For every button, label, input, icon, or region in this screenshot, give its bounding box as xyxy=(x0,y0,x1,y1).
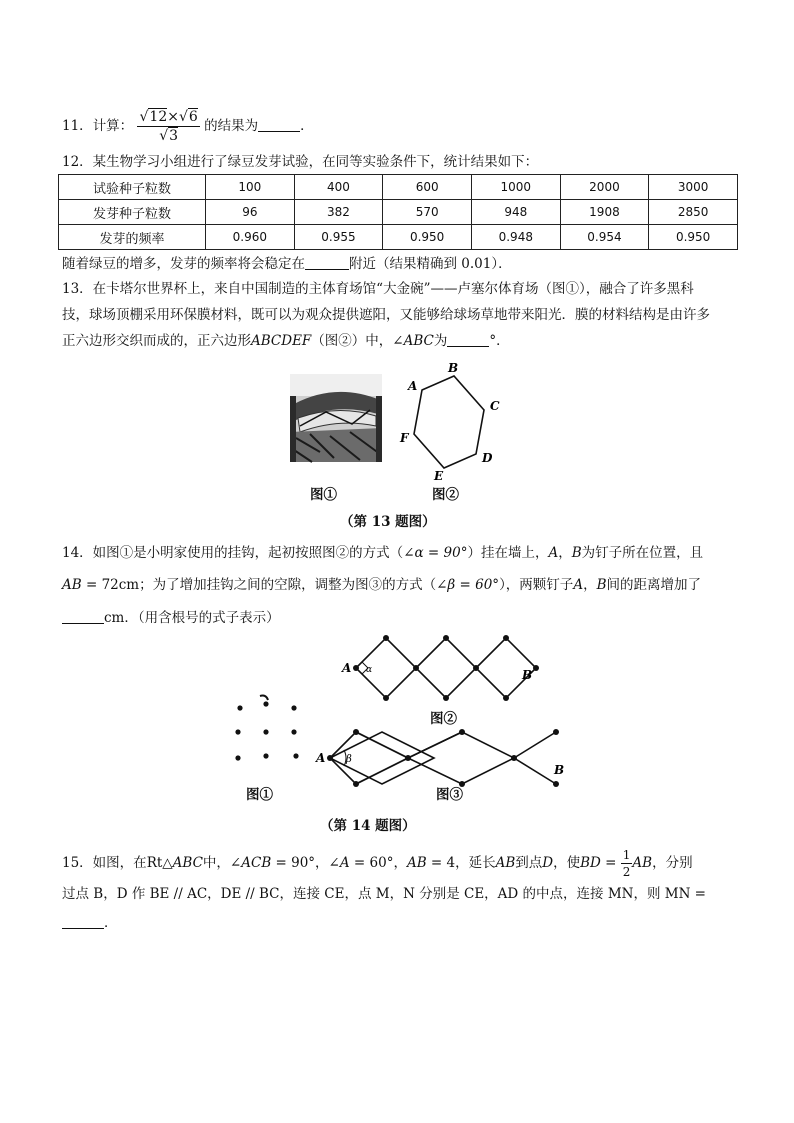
table-cell: 1000 xyxy=(471,175,560,200)
question-text: = 4，延长 xyxy=(426,855,496,871)
question-text: ， xyxy=(583,577,597,593)
point-label-A: A xyxy=(316,751,326,765)
question-text: 15．如图，在 xyxy=(62,855,147,871)
question-text: 随着绿豆的增多，发芽的频率将会稳定在 xyxy=(62,256,305,272)
answer-blank[interactable] xyxy=(62,914,104,929)
segment-name: AB xyxy=(495,855,516,871)
question-text: ）挂在墙上， xyxy=(467,545,549,561)
question-text: （图②）中，∠ xyxy=(311,333,404,349)
stadium-photo xyxy=(290,374,382,462)
table-cell: 96 xyxy=(206,200,295,225)
table-cell: 0.950 xyxy=(383,225,472,250)
fraction xyxy=(621,849,633,878)
table-cell: 600 xyxy=(383,175,472,200)
question-text: 计算： xyxy=(92,118,134,134)
figure-caption: （第 13 题图） xyxy=(340,514,436,530)
beta-label: β xyxy=(346,754,352,765)
question-text: 到点 xyxy=(515,855,543,871)
question-13-line1: 13．在卡塔尔世界杯上，来自中国制造的主体育场馆“大金碗”——卢塞尔体育场（图①），融合了许多黑科 xyxy=(62,281,694,297)
row-header: 发芽种子粒数 xyxy=(59,200,206,225)
question-text: 附近（结果精确到 0.01）． xyxy=(349,256,512,272)
table-cell: 0.950 xyxy=(649,225,738,250)
point-label-B: B xyxy=(522,668,533,682)
angle-name: ACB xyxy=(241,855,272,871)
segment-name: AB xyxy=(62,577,82,593)
question-text: 的结果为 xyxy=(204,118,259,134)
table-cell: 2000 xyxy=(560,175,649,200)
question-text: cm．（用含根号的式子表示） xyxy=(104,610,280,626)
question-text: 为 xyxy=(433,333,448,349)
segment-name: BD xyxy=(580,855,601,871)
angle-name: A xyxy=(339,855,350,871)
fraction xyxy=(137,110,199,143)
point-name: A xyxy=(548,545,559,561)
question-13-line3 xyxy=(62,331,732,351)
question-13-line2: 技，球场顶棚采用环保膜材料，既可以为观众提供遮阳，又能够给球场草地带来阳光．膜的材料结构是由许多 xyxy=(62,307,710,323)
question-text: = 90°，∠ xyxy=(271,855,340,871)
row-header: 试验种子粒数 xyxy=(59,175,206,200)
angle-name: ABC xyxy=(403,333,434,349)
answer-blank[interactable] xyxy=(258,117,300,132)
table-cell: 0.948 xyxy=(471,225,560,250)
question-text: = 60°， xyxy=(349,855,407,871)
answer-blank[interactable] xyxy=(305,255,349,270)
figure-label: 图① xyxy=(310,487,337,503)
fraction-numerator: √12×√6 xyxy=(139,109,198,125)
question-text: ，使 xyxy=(553,855,581,871)
hexagon-figure xyxy=(398,361,500,484)
fraction-denominator: √3 xyxy=(159,128,179,144)
question-text: ），两颗钉子 xyxy=(499,577,574,593)
punctuation: ． xyxy=(300,118,314,134)
times-sign: × xyxy=(167,109,179,125)
table-cell: 0.954 xyxy=(560,225,649,250)
table-cell: 400 xyxy=(294,175,383,200)
question-number: 11． xyxy=(62,118,93,134)
vertex-label: E xyxy=(434,469,444,483)
question-text: = 72cm；为了增加挂钩之间的空隙，调整为图③的方式（ xyxy=(81,577,437,593)
table-cell: 2850 xyxy=(649,200,738,225)
question-14-line3 xyxy=(62,608,732,628)
table-cell: 570 xyxy=(383,200,472,225)
point-name: B xyxy=(571,545,582,561)
question-text: Rt△ xyxy=(146,855,173,871)
question-text: 间的距离增加了 xyxy=(606,577,701,593)
figure-label: 图① xyxy=(246,787,273,803)
radicand: 3 xyxy=(169,128,179,144)
table-cell: 1908 xyxy=(560,200,649,225)
table-cell: 100 xyxy=(206,175,295,200)
row-header: 发芽的频率 xyxy=(59,225,206,250)
question-text: 中，∠ xyxy=(202,855,242,871)
question-text: 为钉子所在位置，且 xyxy=(581,545,704,561)
table-cell: 948 xyxy=(471,200,560,225)
point-label-A: A xyxy=(342,661,352,675)
table-row xyxy=(59,200,738,225)
radicand: 6 xyxy=(188,109,198,125)
figure-caption: （第 14 题图） xyxy=(320,818,416,834)
question-text: ． xyxy=(104,915,118,931)
vertex-label: F xyxy=(400,431,409,445)
question-15-line2: 过点 B，D 作 BE // AC，DE // BC，连接 CE，点 M，N 分别是 CE，AD 的中点，连接 MN，则 MN = xyxy=(62,886,706,902)
question-text: 正六边形交织而成的，正六边形 xyxy=(62,333,251,349)
hook-rhombus-lattice xyxy=(316,728,576,788)
question-text: = xyxy=(600,855,621,871)
table-row xyxy=(59,175,738,200)
question-12-tail xyxy=(62,254,732,274)
table-cell: 382 xyxy=(294,200,383,225)
question-15-line3 xyxy=(62,913,732,933)
question-14-line1 xyxy=(62,543,732,563)
table-cell: 0.955 xyxy=(294,225,383,250)
hook-dots-figure xyxy=(224,692,314,772)
point-label-B: B xyxy=(554,763,565,777)
fraction-numerator: 1 xyxy=(622,848,631,862)
answer-blank[interactable] xyxy=(62,609,104,624)
question-12-intro: 12．某生物学习小组进行了绿豆发芽试验，在同等实验条件下，统计结果如下： xyxy=(62,154,539,170)
vertex-label: C xyxy=(490,399,500,413)
angle-value: ∠α = 90° xyxy=(403,545,468,561)
question-text: ，分别 xyxy=(652,855,693,871)
vertex-label: D xyxy=(482,451,493,465)
radicand: 12 xyxy=(149,109,168,125)
angle-value: ∠β = 60° xyxy=(436,577,500,593)
answer-blank[interactable] xyxy=(447,332,489,347)
germination-table xyxy=(58,174,738,250)
question-14-line2 xyxy=(62,575,732,595)
figure-label: 图② xyxy=(432,487,459,503)
vertex-label: B xyxy=(448,361,459,375)
triangle-name: ABC xyxy=(172,855,203,871)
vertex-label: A xyxy=(408,379,418,393)
table-cell: 0.960 xyxy=(206,225,295,250)
fraction-denominator: 2 xyxy=(622,865,631,879)
figure-label: 图③ xyxy=(436,787,463,803)
segment-name: AB xyxy=(406,855,427,871)
point-name: B xyxy=(596,577,607,593)
point-name: A xyxy=(573,577,584,593)
question-11 xyxy=(62,110,732,143)
question-text: ， xyxy=(558,545,572,561)
table-cell: 3000 xyxy=(649,175,738,200)
hook-square-lattice xyxy=(336,634,536,704)
question-text: °． xyxy=(489,333,510,349)
hexagon-shape xyxy=(414,376,484,468)
alpha-label: α xyxy=(366,665,373,675)
table-row xyxy=(59,225,738,250)
question-text: 14．如图①是小明家使用的挂钩，起初按照图②的方式（ xyxy=(62,545,404,561)
point-name: D xyxy=(542,855,554,871)
hexagon-name: ABCDEF xyxy=(251,333,312,349)
question-15-line1 xyxy=(62,849,732,878)
segment-name: AB xyxy=(632,855,653,871)
figure-label: 图② xyxy=(430,711,457,727)
